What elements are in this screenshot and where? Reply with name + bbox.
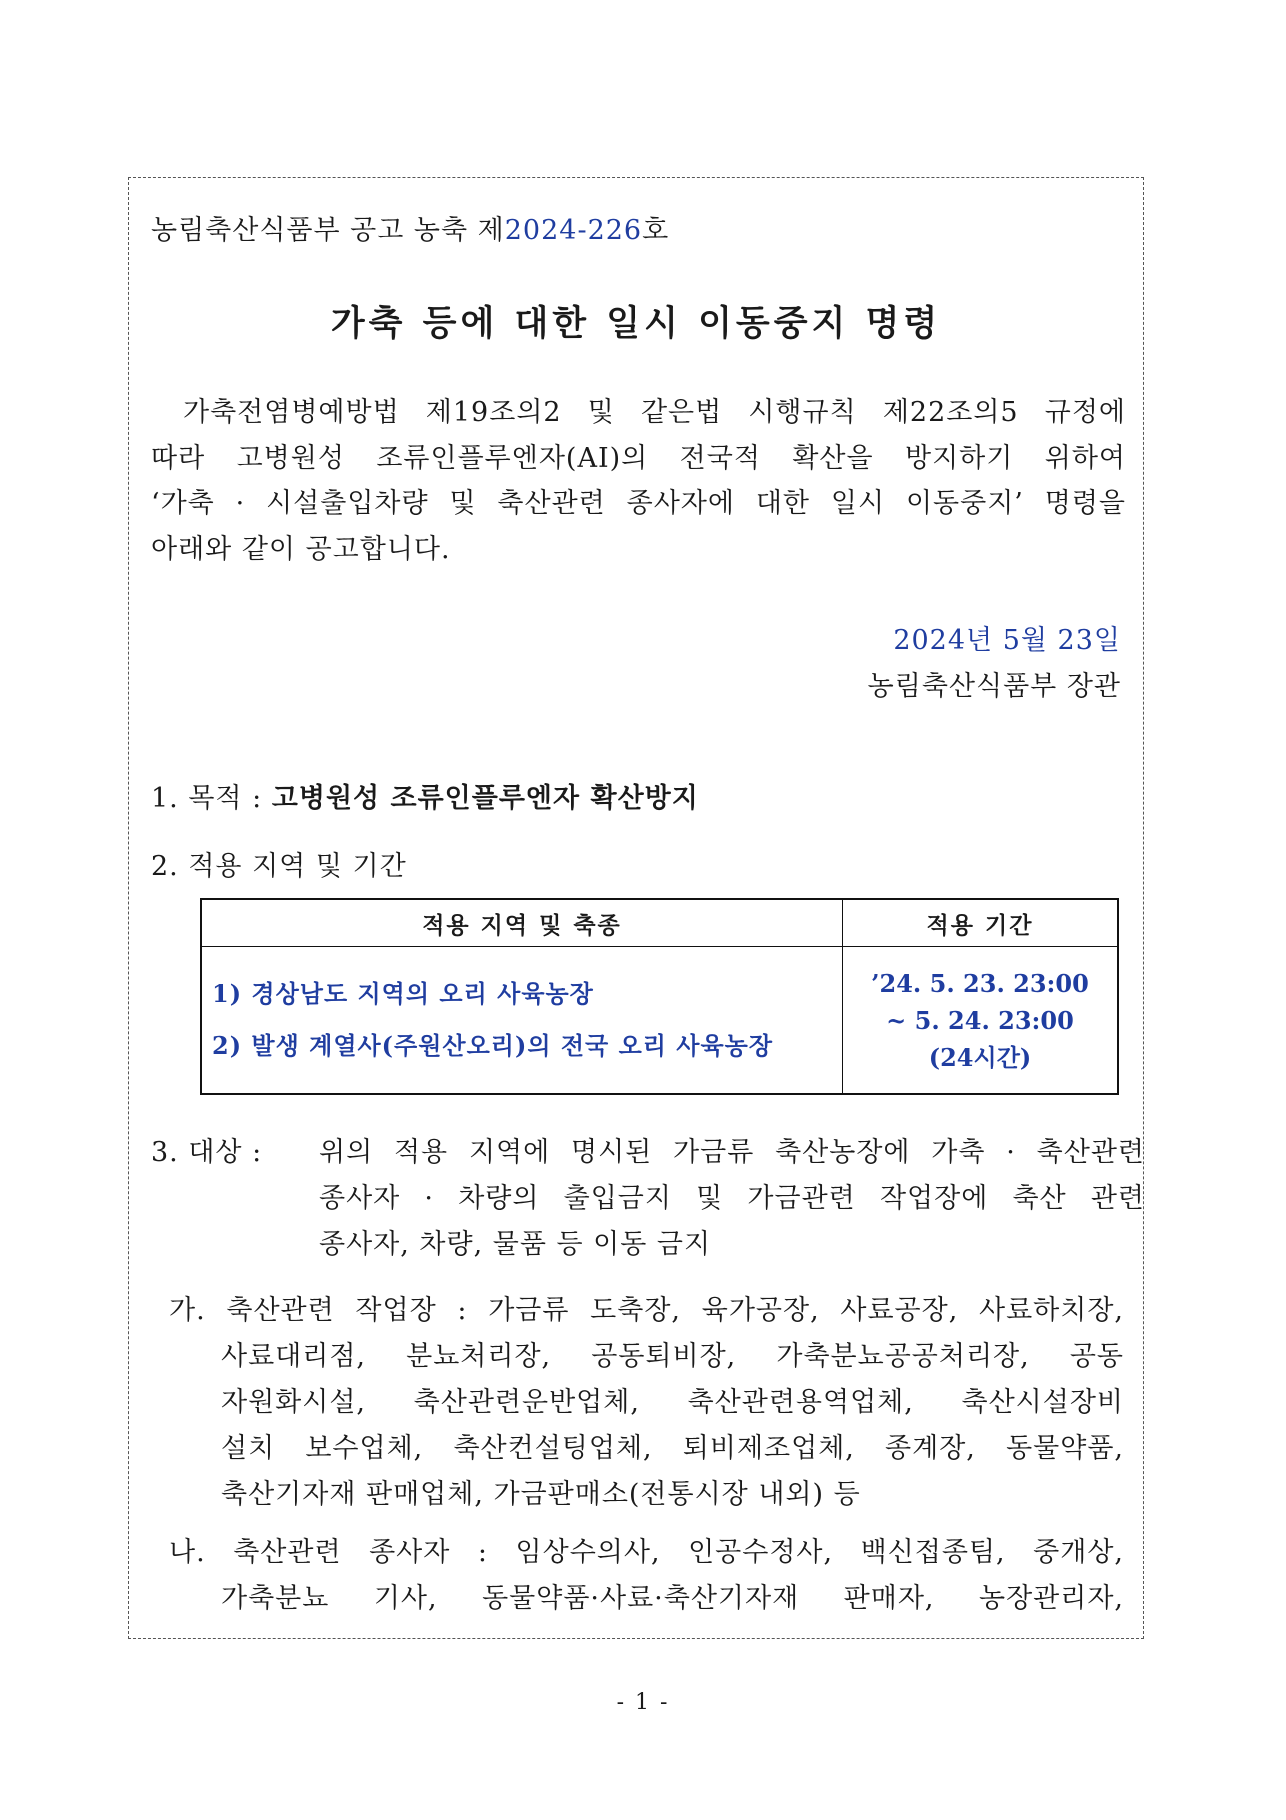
sub-line: 가축분뇨 기사, 동물약품·사료·축산기자재 판매자, 농장관리자,: [221, 1583, 1124, 1614]
scope-table: [200, 898, 1119, 1095]
sub-item-workers: [169, 1530, 1124, 1622]
sub-line: 설치 보수업체, 축산컨설팅업체, 퇴비제조업체, 종계장, 동물약품,: [221, 1433, 1124, 1464]
table-row: [201, 947, 1118, 1095]
target-line: 위의 적용 지역에 명시된 가금류 축산농장에 가축 · 축산관련: [319, 1137, 1145, 1168]
issuer: 농림축산식품부 장관: [867, 671, 1121, 702]
purpose-value: 고병원성 조류인플루엔자 확산방지: [271, 783, 699, 814]
region-item: 2) 발생 계열사(주원산오리)의 전국 오리 사육농장: [212, 1031, 774, 1060]
target-label: 3. 대상 :: [151, 1137, 263, 1168]
section-purpose: 1. 목적 : 고병원성 조류인플루엔자 확산방지: [151, 783, 699, 814]
intro-line: 가축전염병예방법 제19조의2 및 같은법 시행규칙 제22조의5 규정에: [183, 397, 1126, 428]
header-region: 적용 지역 및 축종: [201, 899, 843, 947]
region-item: 1) 경상남도 지역의 오리 사육농장: [212, 979, 594, 1008]
header-period: 적용 기간: [843, 899, 1119, 947]
period-line: (24시간): [928, 1042, 1032, 1072]
sub-line: 자원화시설, 축산관련운반업체, 축산관련용역업체, 축산시설장비: [221, 1387, 1124, 1418]
intro-paragraph: [151, 390, 1126, 572]
notice-frame: [128, 177, 1144, 1639]
period-line: ~ 5. 24. 23:00: [886, 1005, 1074, 1035]
sub-line: 나. 축산관련 종사자 : 임상수의사, 인공수정사, 백신접종팀, 중개상,: [169, 1537, 1124, 1568]
target-line: 종사자, 차량, 물품 등 이동 금지: [319, 1229, 712, 1260]
page-number: - 1 -: [616, 1690, 670, 1715]
section-scope-heading: 2. 적용 지역 및 기간: [151, 851, 407, 882]
table-header-row: [201, 899, 1118, 947]
sub-line: 축산기자재 판매업체, 가금판매소(전통시장 내외) 등: [221, 1479, 861, 1510]
intro-line: 아래와 같이 공고합니다.: [151, 533, 451, 565]
period-cell: [843, 947, 1119, 1095]
intro-line: ‘가축 · 시설출입차량 및 축산관련 종사자에 대한 일시 이동중지’ 명령을: [151, 488, 1126, 519]
document-title: 가축 등에 대한 일시 이동중지 명령: [330, 303, 942, 344]
sub-line: 가. 축산관련 작업장 : 가금류 도축장, 육가공장, 사료공장, 사료하치장,: [169, 1295, 1124, 1326]
sub-item-workplaces: [169, 1288, 1124, 1518]
section-target: [151, 1130, 1145, 1260]
period-line: ’24. 5. 23. 23:00: [871, 968, 1089, 998]
region-cell: [201, 947, 843, 1095]
notice-date: 2024년 5월 23일: [893, 625, 1121, 656]
target-line: 종사자 · 차량의 출입금지 및 가금관련 작업장에 축산 관련: [319, 1183, 1145, 1214]
intro-line: 따라 고병원성 조류인플루엔자(AI)의 전국적 확산을 방지하기 위하여: [151, 442, 1126, 474]
sub-line: 사료대리점, 분뇨처리장, 공동퇴비장, 가축분뇨공공처리장, 공동: [221, 1341, 1124, 1372]
notice-number-line: 농림축산식품부 공고 농축 제2024-226호: [151, 215, 670, 246]
notice-number: 2024-226: [504, 215, 643, 246]
